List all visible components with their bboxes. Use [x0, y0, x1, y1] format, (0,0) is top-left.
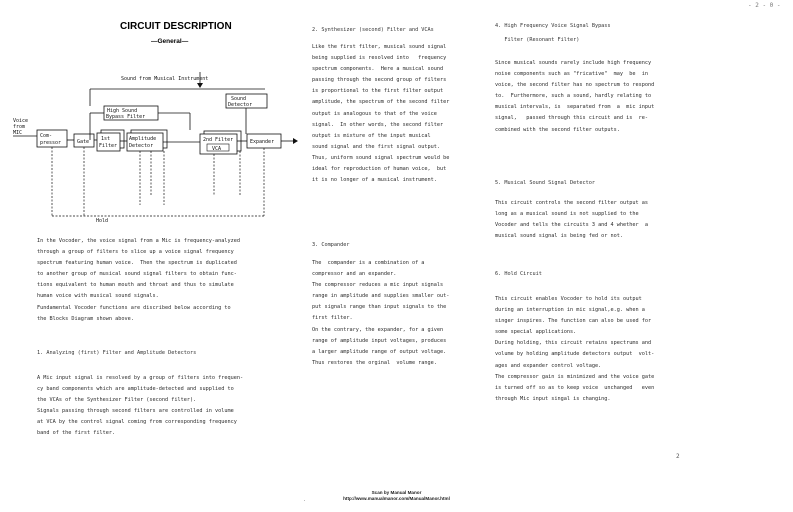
section6-line: This circuit enables Vocoder to hold its output [495, 296, 642, 302]
voice-label-2: from [13, 124, 26, 130]
section3-title: 3. Compander [312, 242, 350, 248]
section4-line: noise components such as "fricative" may be in [495, 71, 649, 78]
page-title: CIRCUIT DESCRIPTION [120, 21, 232, 32]
intro-line: Fundamental Vocoder functions are discribed below according to [37, 304, 231, 311]
intro-paragraph [37, 236, 277, 325]
section2-line: signal. In other words, the second filter [312, 121, 444, 128]
section4-line: Since musical sounds rarely include high frequency [495, 60, 652, 66]
section5-line: This circuit controls the second filter output as [495, 200, 649, 206]
section6-line: is turned off so as to keep voice unchanged even [495, 384, 655, 391]
expander-label: Expander [250, 139, 275, 145]
section2-line: is proportional to the first filter output [312, 88, 444, 95]
section6-body [495, 294, 675, 405]
section2-line: being supplied is resolved into frequency [312, 55, 447, 62]
intro-line: through a group of filters to slice up a voice signal frequency [37, 249, 234, 256]
voice-label-3: MIC [13, 130, 23, 136]
section5-line: Vocoder and tells the circuits 3 and 4 whether a [495, 222, 649, 229]
section4-line: to. Furthermore, such a sound, hardly relating to [495, 93, 652, 100]
section2-line: sound signal and the first signal output. [312, 143, 441, 150]
intro-line: human voice with musical sound signals. [37, 293, 159, 300]
stray-mark: . [303, 497, 307, 503]
first-filter-label-2: Filter [99, 143, 118, 149]
corner-mark: - 2 - 0 - [748, 2, 781, 9]
diagram-caption-text: Sound from Musical Instrument [121, 76, 209, 82]
section3-line: range in amplitude and supplies smaller out- [312, 293, 450, 300]
section4-line: combined with the second filter outputs. [495, 126, 620, 133]
section5-body [495, 198, 675, 242]
section3-line: put signals range than input signals to the [312, 304, 447, 311]
section4-title: 4. High Frequency Voice Signal Bypass [495, 23, 611, 29]
section2-line: output is mixture of the input musical [312, 132, 431, 139]
section2-line: passing through the second group of filters [312, 77, 447, 84]
section2-line: output is analogous to that of the voice [312, 110, 437, 117]
section1-line: at VCA by the control signal coming from corresponding frequency [37, 419, 237, 426]
section1-line: cy band components which are amplitude-detected and supplied to [37, 386, 234, 393]
vca-label: VCA [212, 146, 222, 152]
amplitude-detector-label-1: Amplitude [129, 136, 157, 142]
section6-line: singer inspires. The function can also be used for [495, 318, 652, 325]
section3-line: On the contrary, the expander, for a given [312, 326, 444, 333]
section4-line: voice, the second filter has no spectrum to respond [495, 82, 655, 89]
page-number: 2 [676, 453, 680, 460]
section5-line: long as a musical sound is not supplied to the [495, 211, 639, 218]
diagram-caption [121, 76, 208, 82]
section3-line: first filter. [312, 315, 353, 322]
section1-body [37, 373, 277, 440]
high-sound-bypass-label-1: High Sound [107, 108, 138, 114]
section2-body [312, 42, 472, 186]
section6-line: During holding, this circuit retains spectrums and [495, 340, 652, 347]
hold-label: Hold [96, 218, 109, 224]
section6-line: The compressor gain is minimized and the voice gate [495, 373, 655, 380]
section2-line: ideal for reproduction of human voice, but [312, 166, 447, 173]
section5-line: musical sound signal is being fed or not. [495, 233, 624, 240]
sound-detector-label-2: Detector [228, 102, 253, 108]
section2-line: amplitude, the spectrum of the second filter [312, 99, 450, 106]
intro-line: the Blocks Diagram shown above. [37, 315, 134, 322]
section4-line: signal, passed through this circuit and is re- [495, 115, 649, 122]
section1-line: the VCAs of the Synthesizer Filter (second filter). [37, 397, 197, 404]
section2-line: spectrum components. Here a musical sound [312, 66, 444, 73]
section3-line: The compander is a combination of a [312, 260, 425, 266]
compressor-label-2: pressor [40, 140, 62, 146]
section4-line: musical intervals, is separated from a mic input [495, 104, 655, 111]
section3-line: compressor and an expander. [312, 271, 397, 278]
section3-line: a larger amplitude range of output voltage. [312, 348, 447, 355]
footer-credit: Scan by Manual Manor [371, 490, 422, 495]
section2-line: it is no longer of a musical instrument. [312, 177, 437, 184]
section1-title: 1. Analyzing (first) Filter and Amplitude Detectors [37, 350, 197, 356]
section2-title: 2. Synthesizer (second) Filter and VCAs [312, 27, 434, 33]
section3-line: Thus restores the orginal volume range. [312, 359, 437, 366]
amplitude-detector-label-2: Detector [129, 143, 154, 149]
music-input-arrow [197, 83, 203, 88]
control-lines [52, 147, 264, 216]
section1-line: Signals passing through second filters are controlled in volume [37, 408, 234, 415]
section6-line: ages and expander control voltage. [495, 362, 602, 369]
second-filter-label: 2nd Filter [203, 137, 234, 143]
section6-line: through Mic input singal is changing. [495, 395, 611, 402]
intro-line: tions equivalent to human mouth and throat and thus to simulate [37, 282, 234, 289]
section3-line: The compressor reduces a mic input signals [312, 282, 444, 289]
output-arrow [293, 138, 298, 144]
intro-line: In the Vocoder, the voice signal from a Mic is frequency-analyzed [37, 238, 241, 244]
section4-subtitle: Filter (Resonant Filter) [495, 37, 580, 43]
intro-line: to another group of musical sound signal filters to obtain func- [37, 271, 237, 278]
section3-line: range of amplitude input voltages, produces [312, 337, 447, 344]
section6-line: volume by holding amplitude detectors output volt- [495, 351, 655, 358]
sound-detector-label-1: Sound [231, 96, 247, 102]
first-filter-label-1: 1st [101, 136, 111, 142]
gate-label: Gate [77, 139, 90, 145]
section6-line: some special applications. [495, 329, 577, 336]
high-sound-bypass-label-2: Bypass Filter [106, 114, 146, 120]
section6-title: 6. Hold Circuit [495, 271, 542, 277]
section2-line: Thus, uniform sound signal spectrum would be [312, 154, 450, 161]
section4-body [495, 58, 675, 136]
compressor-label-1: Com- [40, 133, 53, 139]
section2-line: Like the first filter, musical sound signal [312, 44, 447, 50]
section5-title: 5. Musical Sound Signal Detector [495, 180, 595, 186]
section6-line: during an interruption in mic signal,e.g. when a [495, 307, 645, 314]
intro-line: spectrum featuring human voice. Then the spectrum is duplicated [37, 260, 237, 267]
footer-url: http://www.manualmanor.com/ManualManor.html [343, 496, 450, 501]
section1-line: band of the first filter. [37, 430, 116, 437]
voice-label-1: Voice [13, 118, 29, 124]
page-subtitle: —General— [151, 38, 189, 45]
section1-line: A Mic input signal is resolved by a group of filters into frequen- [37, 375, 244, 381]
section3-body [312, 258, 472, 369]
